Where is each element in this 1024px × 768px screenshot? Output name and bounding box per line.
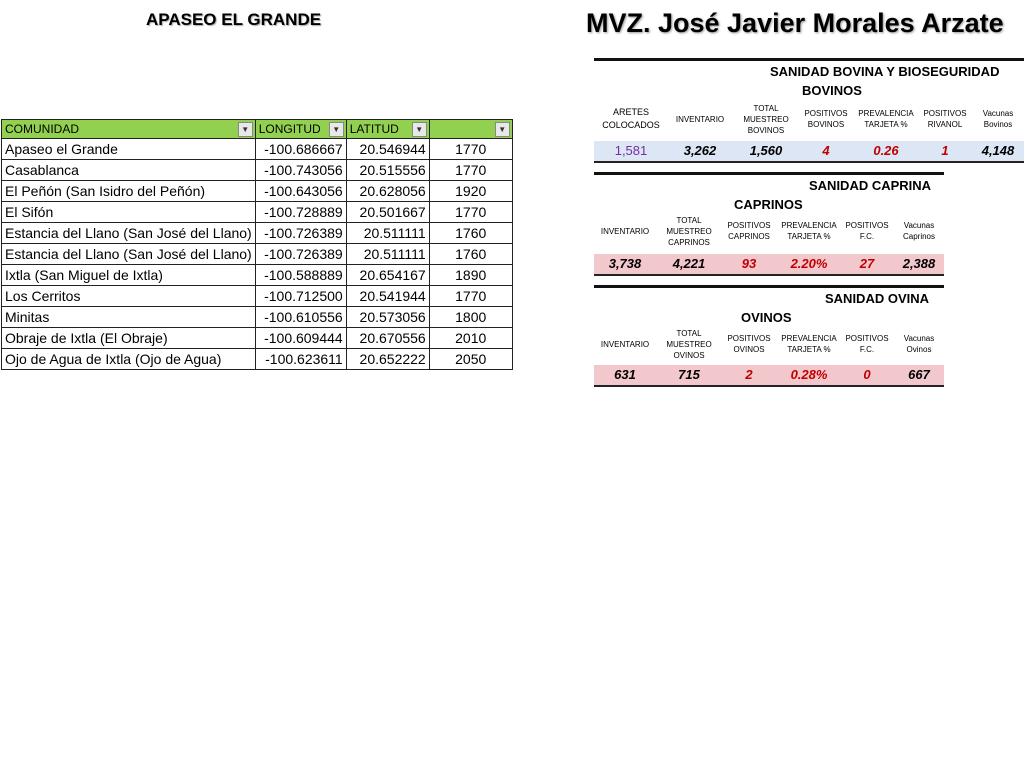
ovina-column-header: INVENTARIO [600, 339, 650, 349]
ovina-column-header: POSITIVOS OVINOS [727, 334, 771, 354]
column-header-comunidad[interactable] [2, 120, 256, 139]
cell-latitud[interactable]: 20.652222 [346, 349, 429, 370]
table-row [2, 307, 513, 328]
table-row [2, 202, 513, 223]
ovina-column-header: TOTAL MUESTREO OVINOS [666, 328, 712, 360]
caprina-column-header: Vacunas Caprinos [902, 221, 935, 241]
cell-latitud[interactable]: 20.511111 [346, 244, 429, 265]
table-row [2, 349, 513, 370]
filter-dropdown-icon[interactable]: ▼ [238, 122, 253, 137]
table-row [2, 244, 513, 265]
communities-table [1, 119, 513, 370]
right-title: MVZ. José Javier Morales Arzate [586, 8, 1004, 38]
cell-latitud[interactable]: 20.546944 [346, 139, 429, 160]
table-row [2, 160, 513, 181]
cell-altitud[interactable]: 1890 [429, 265, 512, 286]
bovina-value-cell[interactable]: 4,148 [981, 143, 1015, 158]
column-header-longitud[interactable] [255, 120, 346, 139]
bovina-rule [594, 58, 1024, 61]
ovina-title: SANIDAD OVINA [825, 291, 930, 306]
cell-altitud[interactable]: 2010 [429, 328, 512, 349]
ovina-column-header: Vacunas Ovinos [903, 334, 935, 354]
cell-longitud[interactable]: -100.609444 [255, 328, 346, 349]
table-row [2, 181, 513, 202]
cell-altitud[interactable]: 1770 [429, 160, 512, 181]
caprina-value-cell[interactable]: 93 [741, 256, 757, 271]
cell-altitud[interactable]: 1920 [429, 181, 512, 202]
cell-latitud[interactable]: 20.541944 [346, 286, 429, 307]
ovina-value-cell[interactable]: 2 [745, 367, 753, 382]
cell-comunidad[interactable]: El Peñón (San Isidro del Peñón) [2, 181, 256, 202]
caprina-value-cell[interactable]: 27 [859, 256, 875, 271]
cell-comunidad[interactable]: Los Cerritos [2, 286, 256, 307]
bovina-title: SANIDAD BOVINA Y BIOSEGURIDAD [770, 64, 1000, 79]
cell-longitud[interactable]: -100.712500 [255, 286, 346, 307]
bovina-column-header: PREVALENCIA TARJETA % [858, 109, 914, 129]
caprina-rule [594, 172, 944, 175]
ovina-value-cell[interactable]: 0.28% [790, 367, 828, 382]
cell-altitud[interactable]: 2050 [429, 349, 512, 370]
cell-comunidad[interactable]: Estancia del Llano (San José del Llano) [2, 223, 256, 244]
filter-dropdown-icon[interactable]: ▼ [329, 122, 344, 137]
caprina-column-header: PREVALENCIA TARJETA % [781, 221, 837, 241]
cell-comunidad[interactable]: Obraje de Ixtla (El Obraje) [2, 328, 256, 349]
cell-longitud[interactable]: -100.610556 [255, 307, 346, 328]
caprina-column-header: POSITIVOS F.C. [845, 221, 889, 241]
bovina-column-header: Vacunas Bovinos [982, 109, 1014, 129]
cell-longitud[interactable]: -100.643056 [255, 181, 346, 202]
cell-comunidad[interactable]: Estancia del Llano (San José del Llano) [2, 244, 256, 265]
caprina-column-header: TOTAL MUESTREO CAPRINOS [666, 215, 712, 247]
cell-longitud[interactable]: -100.686667 [255, 139, 346, 160]
left-title: APASEO EL GRANDE [146, 10, 322, 29]
bovina-value-cell[interactable]: 1,560 [749, 143, 783, 158]
ovina-rule [594, 285, 944, 288]
caprina-value-cell[interactable]: 2.20% [790, 256, 828, 271]
caprina-column-header: POSITIVOS CAPRINOS [727, 221, 771, 241]
table-row [2, 286, 513, 307]
caprina-value-cell[interactable]: 4,221 [672, 256, 706, 271]
caprina-subtitle: CAPRINOS [734, 197, 803, 212]
cell-altitud[interactable]: 1770 [429, 286, 512, 307]
cell-longitud[interactable]: -100.726389 [255, 223, 346, 244]
table-row [2, 265, 513, 286]
filter-dropdown-icon[interactable]: ▼ [412, 122, 427, 137]
cell-altitud[interactable]: 1800 [429, 307, 512, 328]
cell-latitud[interactable]: 20.573056 [346, 307, 429, 328]
table-body [2, 139, 513, 370]
ovina-value-cell[interactable]: 715 [678, 367, 700, 382]
cell-latitud[interactable]: 20.515556 [346, 160, 429, 181]
caprina-value-cell[interactable]: 2,388 [902, 256, 936, 271]
bovina-value-cell[interactable]: 0.26 [873, 143, 899, 158]
cell-latitud[interactable]: 20.654167 [346, 265, 429, 286]
table-header-row [2, 120, 513, 139]
bovina-value-cell[interactable]: 1 [941, 143, 949, 158]
cell-latitud[interactable]: 20.511111 [346, 223, 429, 244]
column-header-label: COMUNIDAD [5, 122, 79, 136]
bovina-values-row [594, 141, 1024, 163]
table-row [2, 223, 513, 244]
table-row [2, 139, 513, 160]
table-row [2, 328, 513, 349]
caprina-column-header: INVENTARIO [600, 226, 650, 236]
cell-latitud[interactable]: 20.628056 [346, 181, 429, 202]
cell-longitud[interactable]: -100.588889 [255, 265, 346, 286]
cell-longitud[interactable]: -100.728889 [255, 202, 346, 223]
cell-comunidad[interactable]: El Sifón [2, 202, 256, 223]
cell-altitud[interactable]: 1760 [429, 223, 512, 244]
cell-latitud[interactable]: 20.670556 [346, 328, 429, 349]
caprina-title: SANIDAD CAPRINA [809, 178, 932, 193]
ovina-value-cell[interactable]: 631 [614, 367, 636, 382]
column-header-altitud[interactable] [429, 120, 512, 139]
ovina-subtitle: OVINOS [741, 310, 792, 325]
ovina-value-cell[interactable]: 0 [863, 367, 871, 382]
cell-longitud[interactable]: -100.726389 [255, 244, 346, 265]
ovina-values-row [594, 365, 944, 387]
caprina-value-cell[interactable]: 3,738 [608, 256, 642, 271]
bovina-value-cell[interactable]: 4 [822, 143, 830, 158]
bovina-value-cell[interactable]: 3,262 [683, 143, 717, 158]
ovina-column-header: PREVALENCIA TARJETA % [781, 334, 837, 354]
cell-comunidad[interactable]: Casablanca [2, 160, 256, 181]
bovina-column-header: POSITIVOS RIVANOL [923, 109, 967, 129]
ovina-column-header: POSITIVOS F.C. [845, 334, 889, 354]
column-header-label: LATITUD [349, 122, 399, 136]
column-header-latitud[interactable] [346, 120, 429, 139]
caprina-values-row [594, 254, 944, 276]
bovina-column-header: TOTAL MUESTREO BOVINOS [743, 103, 789, 135]
bovina-column-header: INVENTARIO [675, 114, 725, 124]
cell-altitud[interactable]: 1760 [429, 244, 512, 265]
cell-longitud[interactable]: -100.623611 [255, 349, 346, 370]
bovina-value-cell[interactable]: 1,581 [614, 143, 648, 158]
column-header-label: LONGITUD [258, 122, 321, 136]
cell-comunidad[interactable]: Minitas [2, 307, 256, 328]
cell-longitud[interactable]: -100.743056 [255, 160, 346, 181]
bovina-column-header: POSITIVOS BOVINOS [804, 109, 848, 129]
bovina-column-header: ARETES COLOCADOS [602, 107, 660, 130]
cell-comunidad[interactable]: Ojo de Agua de Ixtla (Ojo de Agua) [2, 349, 256, 370]
cell-latitud[interactable]: 20.501667 [346, 202, 429, 223]
filter-dropdown-icon[interactable]: ▼ [495, 122, 510, 137]
cell-comunidad[interactable]: Apaseo el Grande [2, 139, 256, 160]
cell-comunidad[interactable]: Ixtla (San Miguel de Ixtla) [2, 265, 256, 286]
cell-altitud[interactable]: 1770 [429, 202, 512, 223]
bovina-subtitle: BOVINOS [802, 83, 862, 98]
cell-altitud[interactable]: 1770 [429, 139, 512, 160]
ovina-value-cell[interactable]: 667 [908, 367, 930, 382]
